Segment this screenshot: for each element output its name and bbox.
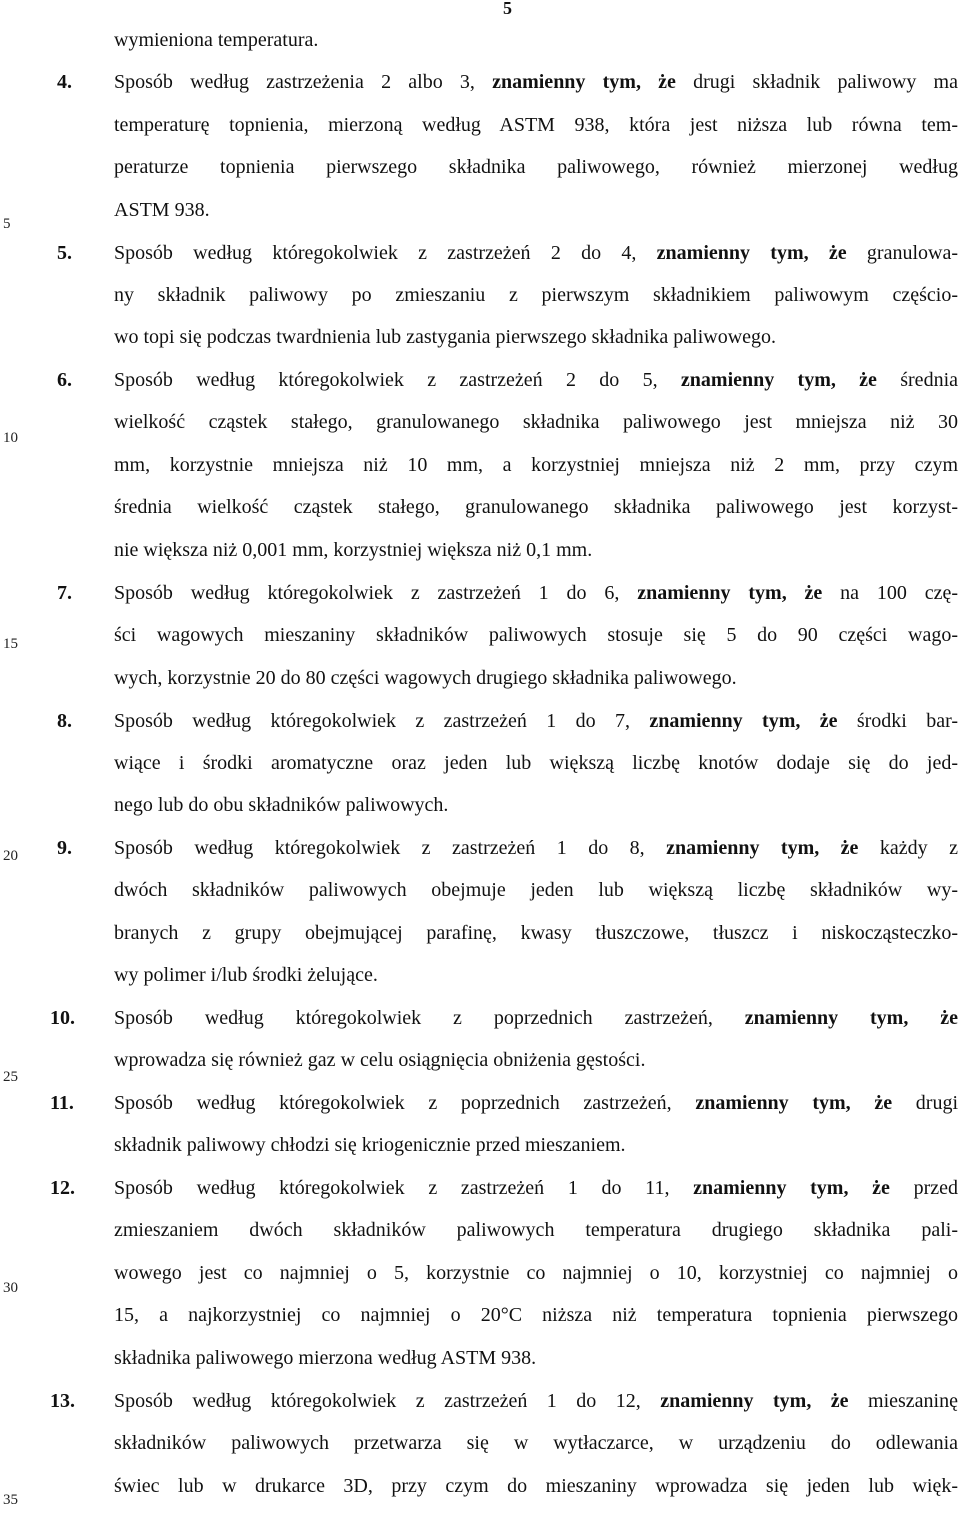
claim-text-line: składnik paliwowy chłodzi się kriogenicznie przed mieszaniem. — [114, 1134, 626, 1156]
claim-text-line: średnia wielkość cząstek stałego, granulowanego składnika paliwowego jest korzyst- — [114, 496, 958, 518]
claim-number: 11. — [50, 1092, 74, 1114]
claim-number: 8. — [57, 710, 72, 732]
characterizing-phrase: znamienny tym, że — [637, 582, 823, 604]
claim-text-line: temperaturę topnienia, mierzoną według ASTM 938, która jest niższa lub równa tem- — [114, 114, 958, 136]
claim-text-line: peraturze topnienia pierwszego składnika paliwowego, również mierzonej według — [114, 156, 958, 178]
claim-text-line: wo topi się podczas twardnienia lub zastygania pierwszego składnika paliwowego. — [114, 326, 777, 348]
claim-text-line: Sposób według któregokolwiek z zastrzeżeń 1 do 7, znamienny tym, że środki bar- — [114, 710, 959, 732]
characterizing-phrase: znamienny tym, że — [666, 837, 859, 859]
claim-number: 9. — [57, 837, 72, 859]
claim-number: 4. — [57, 71, 72, 93]
characterizing-phrase: znamienny tym, że — [492, 71, 676, 93]
claim-text-line: wowego jest co najmniej o 5, korzystnie co najmniej o 10, korzystniej co najmniej o — [114, 1262, 958, 1284]
claim-text-line: Sposób według któregokolwiek z zastrzeżeń 1 do 8, znamienny tym, że każdy z — [114, 837, 958, 859]
claim-text-line: Sposób według któregokolwiek z poprzednich zastrzeżeń, znamienny tym, że drugi — [114, 1092, 958, 1114]
characterizing-phrase: znamienny tym, że — [693, 1177, 890, 1199]
characterizing-phrase: znamienny tym, że — [744, 1007, 958, 1029]
claim-text-line: składnika paliwowego mierzona według ASTM 938. — [114, 1347, 537, 1369]
claim-text-line: zmieszaniem dwóch składników paliwowych temperatura drugiego składnika pali- — [114, 1219, 958, 1241]
claim-text-line: Sposób według któregokolwiek z zastrzeżeń 1 do 6, znamienny tym, że na 100 czę- — [114, 582, 959, 604]
margin-line-number: 35 — [3, 1492, 18, 1508]
margin-line-number: 15 — [3, 636, 18, 652]
claim-text-line: wy polimer i/lub środki żelujące. — [114, 964, 378, 986]
claim-number: 12. — [50, 1177, 75, 1199]
claim-text-line: wymieniona temperatura. — [114, 29, 319, 51]
claim-text-line: wprowadza się również gaz w celu osiągnięcia obniżenia gęstości. — [114, 1049, 646, 1071]
claim-text-line: wielkość cząstek stałego, granulowanego składnika paliwowego jest mniejsza niż 30 — [114, 411, 958, 433]
claim-number: 10. — [50, 1007, 75, 1029]
claim-text-line: mm, korzystnie mniejsza niż 10 mm, a korzystniej mniejsza niż 2 mm, przy czym — [114, 454, 958, 476]
claim-text-line: nego lub do obu składników paliwowych. — [114, 794, 449, 816]
claim-text-line: wiące i środki aromatyczne oraz jeden lub większą liczbę knotów dodaje się do jed- — [114, 752, 958, 774]
claim-text-line: Sposób według któregokolwiek z zastrzeżeń 1 do 11, znamienny tym, że przed — [114, 1177, 958, 1199]
characterizing-phrase: znamienny tym, że — [649, 710, 838, 732]
claim-text-line: ASTM 938. — [114, 199, 210, 221]
claim-text-line: Sposób według zastrzeżenia 2 albo 3, znamienny tym, że drugi składnik paliwowy ma — [114, 71, 958, 93]
characterizing-phrase: znamienny tym, że — [656, 242, 847, 264]
claim-text-line: ny składnik paliwowy po zmieszaniu z pierwszym składnikiem paliwowym częścio- — [114, 284, 958, 306]
margin-line-number: 10 — [3, 430, 18, 446]
claim-text-line: świec lub w drukarce 3D, przy czym do mieszaniny wprowadza się jeden lub więk- — [114, 1475, 958, 1497]
characterizing-phrase: znamienny tym, że — [660, 1390, 849, 1412]
claim-text-line: nie większa niż 0,001 mm, korzystniej większa niż 0,1 mm. — [114, 539, 593, 561]
characterizing-phrase: znamienny tym, że — [680, 369, 877, 391]
claim-text-line: Sposób według któregokolwiek z zastrzeżeń 1 do 12, znamienny tym, że mieszaninę — [114, 1390, 958, 1412]
margin-line-number: 30 — [3, 1280, 18, 1296]
claim-number: 7. — [57, 582, 72, 604]
claim-text-line: Sposób według któregokolwiek z poprzednich zastrzeżeń, znamienny tym, że — [114, 1007, 958, 1029]
claim-text-line: branych z grupy obejmującej parafinę, kwasy tłuszczowe, tłuszcz i niskocząsteczko- — [114, 922, 958, 944]
characterizing-phrase: znamienny tym, że — [695, 1092, 893, 1114]
claim-text-line: składników paliwowych przetwarza się w wytłaczarce, w urządzeniu do odlewania — [114, 1432, 958, 1454]
claim-text-line: dwóch składników paliwowych obejmuje jeden lub większą liczbę składników wy- — [114, 879, 958, 901]
margin-line-number: 5 — [3, 216, 11, 232]
claim-text-line: Sposób według któregokolwiek z zastrzeżeń 2 do 5, znamienny tym, że średnia — [114, 369, 958, 391]
claim-text-line: wych, korzystnie 20 do 80 części wagowych drugiego składnika paliwowego. — [114, 667, 737, 689]
claim-text-line: ści wagowych mieszaniny składników paliwowych stosuje się 5 do 90 części wago- — [114, 624, 958, 646]
claim-text-line: 15, a najkorzystniej co najmniej o 20°C niższa niż temperatura topnienia pierwszego — [114, 1304, 958, 1326]
margin-line-number: 25 — [3, 1069, 18, 1085]
page-number: 5 — [503, 0, 512, 18]
claim-number: 6. — [57, 369, 72, 391]
claim-number: 13. — [50, 1390, 75, 1412]
claim-text-line: Sposób według któregokolwiek z zastrzeżeń 2 do 4, znamienny tym, że granulowa- — [114, 242, 958, 264]
margin-line-number: 20 — [3, 848, 18, 864]
claim-number: 5. — [57, 242, 72, 264]
